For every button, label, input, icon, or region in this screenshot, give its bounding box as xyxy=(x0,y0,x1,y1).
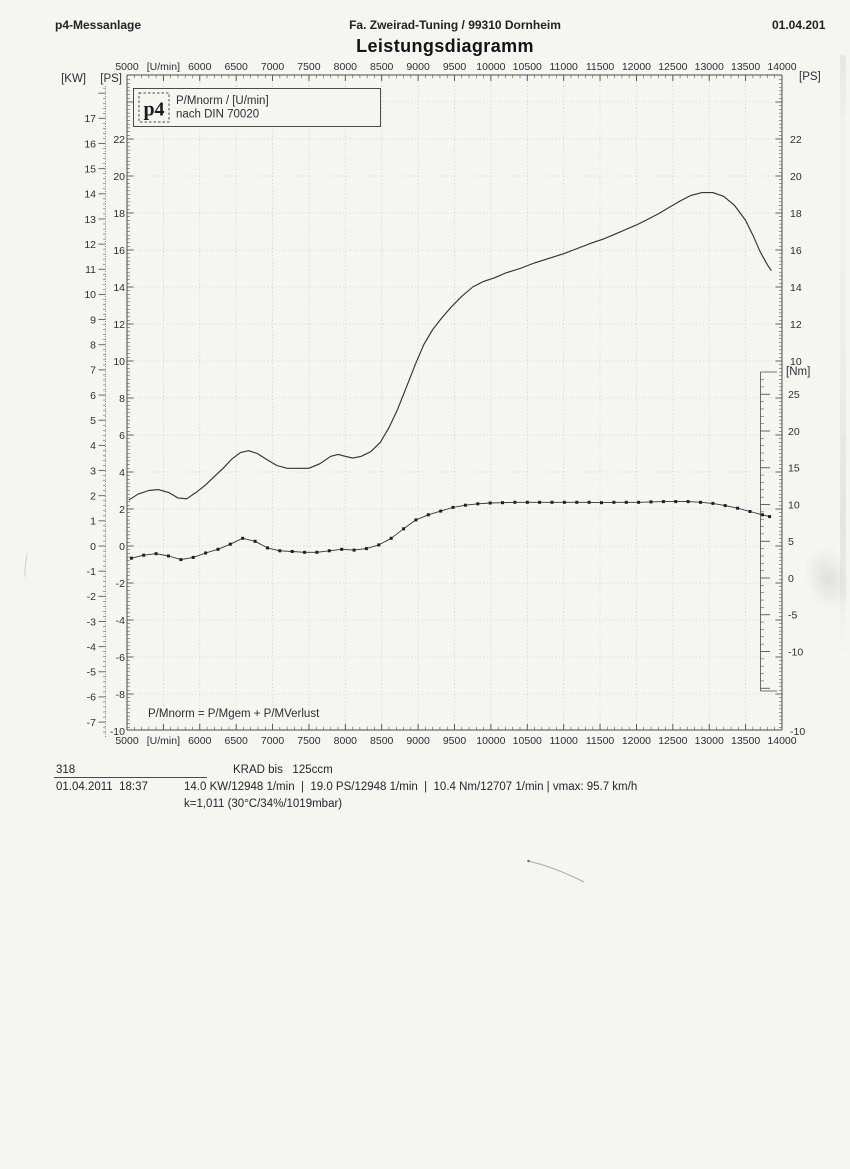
svg-text:8500: 8500 xyxy=(370,735,394,747)
formula-annotation: P/Mnorm = P/Mgem + P/MVerlust xyxy=(148,708,320,720)
svg-text:0: 0 xyxy=(119,540,125,553)
svg-text:7500: 7500 xyxy=(297,61,321,73)
svg-text:10500: 10500 xyxy=(512,735,542,747)
svg-text:12000: 12000 xyxy=(621,735,652,747)
chart-static-labels xyxy=(61,71,821,720)
svg-text:15: 15 xyxy=(788,462,800,475)
svg-text:6: 6 xyxy=(90,389,96,402)
svg-text:7: 7 xyxy=(90,364,96,377)
svg-text:20: 20 xyxy=(113,170,125,183)
svg-text:-5: -5 xyxy=(86,666,96,679)
svg-text:17: 17 xyxy=(84,113,96,126)
ps-left-unit-label: [PS] xyxy=(100,73,122,85)
svg-text:14: 14 xyxy=(84,188,96,201)
svg-text:-3: -3 xyxy=(86,616,96,629)
svg-text:12: 12 xyxy=(113,318,125,331)
svg-text:9: 9 xyxy=(90,314,96,327)
kw-axis xyxy=(84,86,105,737)
ps-axis-right xyxy=(776,75,806,738)
svg-text:11000: 11000 xyxy=(549,735,578,747)
svg-text:7500: 7500 xyxy=(297,735,321,747)
pen-scratch-artifact xyxy=(480,845,640,895)
svg-text:14000: 14000 xyxy=(767,735,797,747)
svg-text:14: 14 xyxy=(113,281,125,294)
svg-text:10: 10 xyxy=(790,355,802,368)
svg-text:12000: 12000 xyxy=(621,61,652,73)
ps-axis-left xyxy=(110,75,134,738)
legend-line2: nach DIN 70020 xyxy=(176,108,260,121)
svg-text:0: 0 xyxy=(788,572,794,585)
svg-text:11000: 11000 xyxy=(549,61,578,73)
svg-text:4: 4 xyxy=(90,440,96,453)
svg-text:10: 10 xyxy=(788,499,800,512)
svg-text:13000: 13000 xyxy=(694,735,724,747)
svg-text:-10: -10 xyxy=(109,725,125,738)
header-date: 01.04.201 xyxy=(772,18,826,32)
svg-text:6: 6 xyxy=(119,429,125,442)
legend-logo: p4 xyxy=(143,98,165,121)
footer-results: 14.0 KW/12948 1/min | 19.0 PS/12948 1/min | 10.4 Nm/12707 1/min | vmax: 95.7 km/h xyxy=(184,781,638,793)
torque-curve xyxy=(131,502,769,560)
svg-text:12: 12 xyxy=(790,318,802,331)
footer-id: 318 xyxy=(56,764,76,776)
grid xyxy=(127,75,782,730)
page-title: Leistungsdiagramm xyxy=(356,36,534,56)
svg-text:8: 8 xyxy=(90,339,96,352)
header-center: Fa. Zweirad-Tuning / 99310 Dornheim xyxy=(349,18,561,32)
svg-text:-10: -10 xyxy=(790,725,806,738)
svg-text:25: 25 xyxy=(788,389,800,402)
svg-text:-6: -6 xyxy=(86,691,96,704)
svg-text:16: 16 xyxy=(113,244,125,257)
svg-text:-6: -6 xyxy=(115,651,125,664)
svg-text:20: 20 xyxy=(788,425,800,438)
svg-text:7000: 7000 xyxy=(260,735,285,747)
svg-text:-2: -2 xyxy=(115,577,125,590)
svg-text:10: 10 xyxy=(84,289,96,302)
power-curve xyxy=(129,193,771,500)
svg-text:5000: 5000 xyxy=(115,61,139,73)
svg-text:-4: -4 xyxy=(86,641,96,654)
svg-text:11500: 11500 xyxy=(585,735,615,747)
svg-text:10000: 10000 xyxy=(476,61,506,73)
svg-text:2: 2 xyxy=(90,490,96,503)
svg-text:15: 15 xyxy=(84,163,96,176)
svg-text:-4: -4 xyxy=(115,614,125,627)
svg-text:9500: 9500 xyxy=(442,735,467,747)
rpm-axes xyxy=(115,61,796,747)
svg-text:6000: 6000 xyxy=(188,61,212,73)
svg-text:5: 5 xyxy=(90,415,96,428)
legend-line1: P/Mnorm / [U/min] xyxy=(176,95,269,107)
legend xyxy=(134,89,381,127)
ps-right-unit-label: [PS] xyxy=(799,71,821,83)
svg-text:-5: -5 xyxy=(788,609,798,622)
svg-text:8500: 8500 xyxy=(370,61,394,73)
svg-text:12500: 12500 xyxy=(658,735,688,747)
svg-text:18: 18 xyxy=(790,207,802,220)
svg-text:12500: 12500 xyxy=(658,61,688,73)
svg-text:9500: 9500 xyxy=(442,61,467,73)
svg-text:1: 1 xyxy=(90,515,96,528)
svg-text:18: 18 xyxy=(113,207,125,220)
svg-text:7000: 7000 xyxy=(260,61,285,73)
svg-text:10: 10 xyxy=(113,355,125,368)
svg-text:11: 11 xyxy=(85,264,96,277)
svg-text:6500: 6500 xyxy=(224,61,248,73)
svg-text:4: 4 xyxy=(119,466,125,479)
svg-text:3: 3 xyxy=(90,465,96,478)
svg-text:-10: -10 xyxy=(788,646,804,659)
svg-text:0: 0 xyxy=(90,540,96,553)
footer-correction: k=1,011 (30°C/34%/1019mbar) xyxy=(184,798,343,810)
svg-text:14: 14 xyxy=(790,281,802,294)
svg-text:[U/min]: [U/min] xyxy=(146,61,181,73)
header-left: p4-Messanlage xyxy=(55,18,142,32)
svg-text:14000: 14000 xyxy=(767,61,797,73)
svg-text:10500: 10500 xyxy=(512,61,542,73)
footer-divider xyxy=(54,777,207,778)
footer-datetime: 01.04.2011 18:37 xyxy=(56,781,148,793)
svg-text:6500: 6500 xyxy=(224,735,248,747)
svg-text:9000: 9000 xyxy=(406,735,430,747)
svg-text:16: 16 xyxy=(84,138,96,151)
svg-text:6000: 6000 xyxy=(188,735,212,747)
svg-text:8000: 8000 xyxy=(333,735,358,747)
footer-vehicle: KRAD bis 125ccm xyxy=(233,764,333,776)
svg-text:2: 2 xyxy=(119,503,125,516)
svg-text:22: 22 xyxy=(790,133,802,146)
svg-text:12: 12 xyxy=(84,238,96,251)
svg-text:16: 16 xyxy=(790,244,802,257)
svg-text:-7: -7 xyxy=(86,716,96,729)
nm-unit-label: [Nm] xyxy=(786,366,811,378)
svg-text:11500: 11500 xyxy=(585,61,615,73)
svg-text:22: 22 xyxy=(113,133,125,146)
svg-text:13000: 13000 xyxy=(694,61,724,73)
svg-text:9000: 9000 xyxy=(406,61,430,73)
svg-text:-8: -8 xyxy=(115,688,125,701)
svg-text:-2: -2 xyxy=(86,591,96,604)
svg-text:20: 20 xyxy=(790,170,802,183)
svg-text:[U/min]: [U/min] xyxy=(146,735,181,747)
svg-text:13500: 13500 xyxy=(731,735,761,747)
svg-text:10000: 10000 xyxy=(476,735,506,747)
svg-text:5: 5 xyxy=(788,536,794,549)
kw-unit-label: [KW] xyxy=(61,73,86,85)
svg-text:13: 13 xyxy=(84,213,96,226)
svg-text:5000: 5000 xyxy=(115,735,139,747)
svg-text:8000: 8000 xyxy=(333,61,358,73)
svg-text:8: 8 xyxy=(119,392,125,405)
svg-text:13500: 13500 xyxy=(731,61,761,73)
svg-text:-1: -1 xyxy=(86,565,96,578)
